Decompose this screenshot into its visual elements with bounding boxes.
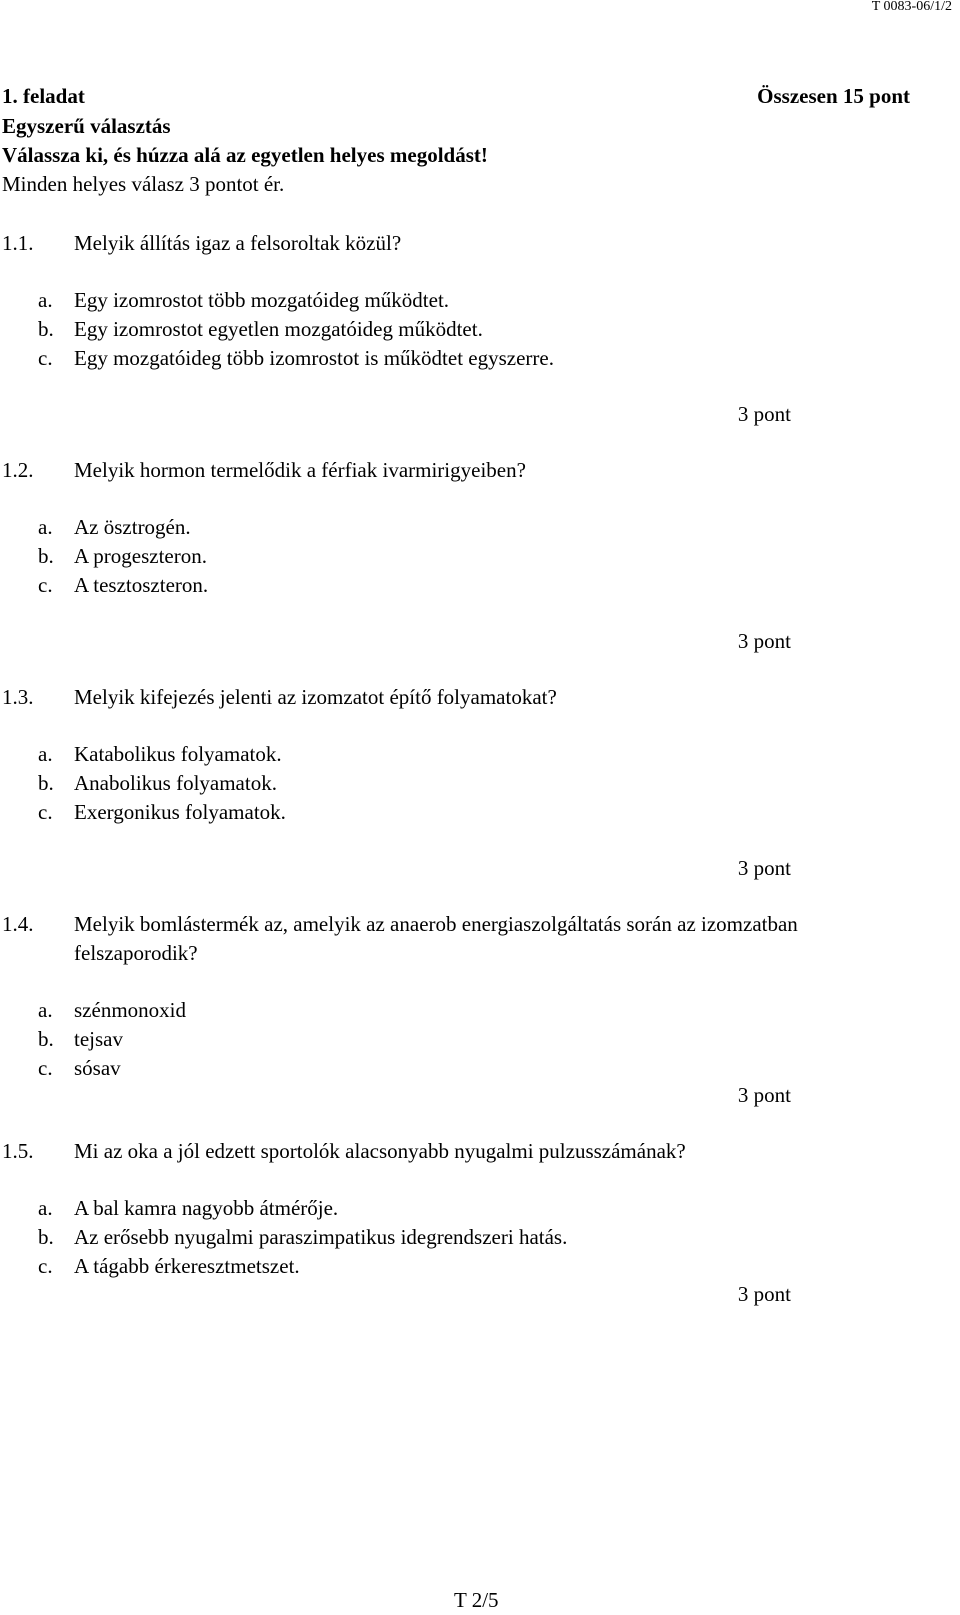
task-scoring: Minden helyes válasz 3 pontot ér. [2, 172, 285, 196]
question-number: 1.5. [2, 1139, 34, 1163]
option-letter: b. [38, 1225, 54, 1249]
question-number: 1.4. [2, 912, 34, 936]
option-letter: a. [38, 515, 53, 539]
question-number: 1.3. [2, 685, 34, 709]
question-points: 3 pont [737, 402, 791, 426]
option-letter: c. [38, 346, 53, 370]
option-text[interactable]: szénmonoxid [74, 998, 186, 1022]
page-number: T 2/5 [454, 1588, 499, 1612]
option-letter: b. [38, 1027, 54, 1051]
question-points: 3 pont [737, 629, 791, 653]
option-text[interactable]: Exergonikus folyamatok. [74, 800, 286, 824]
option-text[interactable]: Egy izomrostot több mozgatóideg működtet. [74, 288, 450, 312]
question-text: Melyik hormon termelődik a férfiak ivarmirigyeiben? [74, 458, 526, 482]
question-points: 3 pont [737, 1083, 791, 1107]
option-text[interactable]: A bal kamra nagyobb átmérője. [74, 1196, 339, 1220]
option-letter: b. [38, 544, 54, 568]
question-points: 3 pont [737, 1282, 791, 1306]
option-text[interactable]: sósav [74, 1056, 121, 1080]
option-text[interactable]: Az ösztrogén. [74, 515, 191, 539]
question-text: Melyik bomlástermék az, amelyik az anaerob energiaszolgáltatás során az izomzatban [74, 912, 798, 936]
option-letter: c. [38, 573, 53, 597]
option-letter: a. [38, 742, 53, 766]
task-instruction: Válassza ki, és húzza alá az egyetlen helyes megoldást! [2, 143, 488, 167]
option-letter: b. [38, 317, 54, 341]
option-letter: b. [38, 771, 54, 795]
option-text[interactable]: Az erősebb nyugalmi paraszimpatikus idegrendszeri hatás. [74, 1225, 568, 1249]
option-letter: a. [38, 998, 53, 1022]
option-letter: a. [38, 1196, 53, 1220]
question-number: 1.1. [2, 231, 34, 255]
question-text: Melyik kifejezés jelenti az izomzatot építő folyamatokat? [74, 685, 557, 709]
question-points: 3 pont [737, 856, 791, 880]
option-text[interactable]: Egy mozgatóideg több izomrostot is működtet egyszerre. [74, 346, 554, 370]
question-text: Mi az oka a jól edzett sportolók alacsonyabb nyugalmi pulzusszámának? [74, 1139, 686, 1163]
task-total-points: Összesen 15 pont [757, 84, 910, 108]
option-text[interactable]: Egy izomrostot egyetlen mozgatóideg működtet. [74, 317, 483, 341]
option-text[interactable]: tejsav [74, 1027, 123, 1051]
task-title: 1. feladat [2, 84, 85, 108]
question-text-continued: felszaporodik? [74, 941, 198, 965]
option-letter: c. [38, 1254, 53, 1278]
question-number: 1.2. [2, 458, 34, 482]
option-letter: a. [38, 288, 53, 312]
task-type: Egyszerű választás [2, 114, 171, 138]
question-text: Melyik állítás igaz a felsoroltak közül? [74, 231, 402, 255]
document-code: T 0083-06/1/2 [871, 0, 952, 14]
option-letter: c. [38, 1056, 53, 1080]
option-text[interactable]: Anabolikus folyamatok. [74, 771, 277, 795]
option-text[interactable]: A tesztoszteron. [74, 573, 209, 597]
option-text[interactable]: A progeszteron. [74, 544, 207, 568]
option-text[interactable]: Katabolikus folyamatok. [74, 742, 282, 766]
option-letter: c. [38, 800, 53, 824]
option-text[interactable]: A tágabb érkeresztmetszet. [74, 1254, 300, 1278]
